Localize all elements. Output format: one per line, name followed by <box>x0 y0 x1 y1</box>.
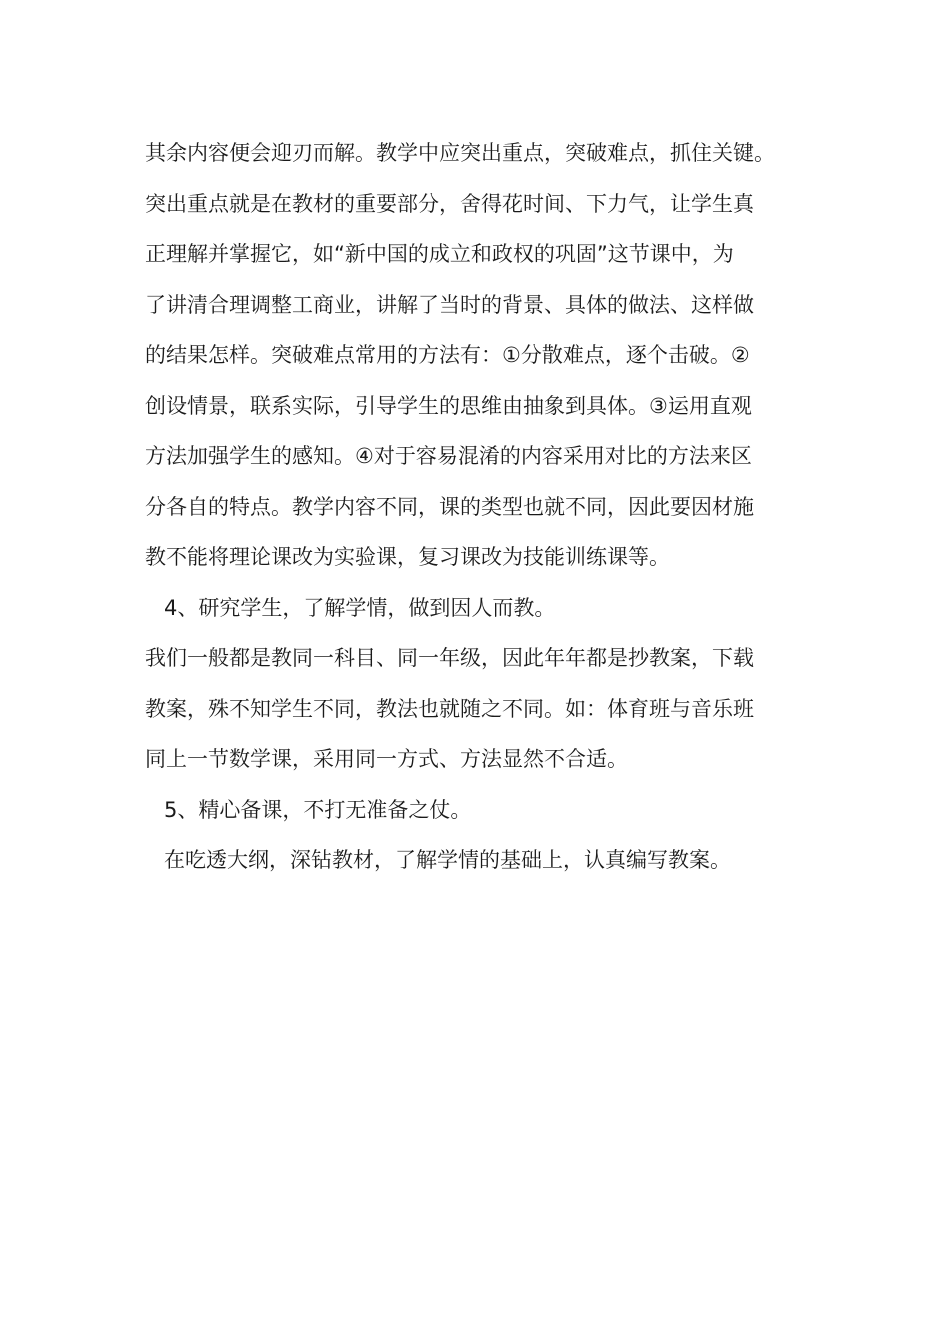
text-line: 方法加强学生的感知。④对于容易混淆的内容采用对比的方法来区 <box>145 444 752 468</box>
text-line: 在吃透大纲，深钻教材，了解学情的基础上，认真编写教案。 <box>164 848 731 872</box>
text-line: 其余内容便会迎刃而解。教学中应突出重点，突破难点，抓住关键。 <box>145 141 775 165</box>
text-line: 正理解并掌握它，如“新中国的成立和政权的巩固”这节课中，为 <box>145 242 734 266</box>
text-line: 同上一节数学课，采用同一方式、方法显然不合适。 <box>145 747 628 771</box>
text-line: 我们一般都是教同一科目、同一年级，因此年年都是抄教案，下载 <box>145 646 754 670</box>
text-line: 教案，殊不知学生不同，教法也就随之不同。如：体育班与音乐班 <box>145 696 754 721</box>
text-line: 了讲清合理调整工商业，讲解了当时的背景、具体的做法、这样做 <box>145 292 754 317</box>
text-line: 突出重点就是在教材的重要部分，舍得花时间、下力气，让学生真 <box>145 191 754 216</box>
document-body <box>145 128 845 886</box>
text-line: 创设情景，联系实际，引导学生的思维由抽象到具体。③运用直观 <box>145 393 752 418</box>
text-line: 的结果怎样。突破难点常用的方法有：①分散难点，逐个击破。② <box>145 343 750 367</box>
text-line: 教不能将理论课改为实验课，复习课改为技能训练课等。 <box>145 545 670 569</box>
section-heading-4: 4、研究学生，了解学情，做到因人而教。 <box>164 595 556 620</box>
section-heading-5: 5、精心备课，不打无准备之仗。 <box>164 797 472 822</box>
text-line: 分各自的特点。教学内容不同，课的类型也就不同，因此要因材施 <box>145 494 754 519</box>
